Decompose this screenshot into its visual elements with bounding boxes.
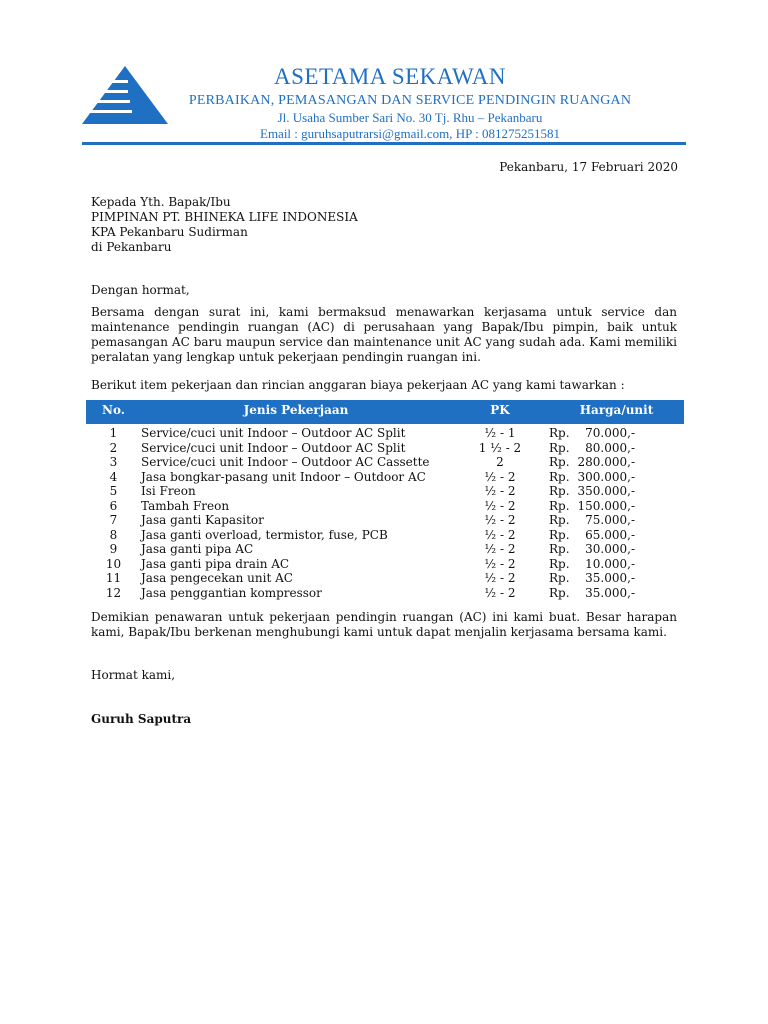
currency-label: Rp. [549, 426, 570, 440]
currency-label: Rp. [549, 571, 570, 585]
cell-pk: ½ - 2 [484, 571, 516, 585]
cell-no: 11 [105, 571, 122, 585]
table-row [86, 484, 684, 499]
cell-job: Service/cuci unit Indoor – Outdoor AC Split [141, 440, 406, 455]
header-price: Harga/unit [579, 403, 654, 417]
cell-job: Jasa ganti pipa drain AC [141, 556, 290, 571]
cell-price [549, 528, 684, 543]
cell-no: 6 [109, 498, 118, 513]
currency-label: Rp. [549, 498, 570, 513]
cell-no: 2 [109, 440, 118, 455]
cell-job: Jasa penggantian kompressor [141, 585, 322, 600]
table-intro: Berikut item pekerjaan dan rincian anggaran biaya pekerjaan AC yang kami tawarkan : [91, 378, 625, 392]
table-header [86, 400, 684, 424]
cell-price [549, 470, 684, 485]
currency-label: Rp. [549, 556, 570, 571]
salutation: Dengan hormat, [91, 283, 190, 297]
currency-label: Rp. [549, 455, 570, 469]
cell-price [549, 542, 684, 557]
header-no: No. [102, 403, 125, 417]
cell-price [549, 513, 684, 528]
table-row [86, 455, 684, 470]
closing-paragraph: Demikian penawaran untuk pekerjaan pendingin ruangan (AC) ini kami buat. Besar harapan kami, Bapak/Ibu berkenan menghubungi kami untuk dapat menjalin kerjasama bersama kami. [91, 610, 677, 639]
cell-price [549, 484, 684, 499]
cell-no: 5 [109, 484, 118, 498]
recipient-block [91, 195, 681, 255]
table-row [86, 513, 684, 528]
company-contact: Email : guruhsaputrarsi@gmail.com, HP : 081275251581 [260, 126, 560, 141]
cell-pk: 2 [496, 455, 504, 469]
cell-job: Jasa pengecekan unit AC [141, 571, 293, 585]
cell-price [549, 455, 684, 470]
cell-job: Service/cuci unit Indoor – Outdoor AC Cassette [141, 455, 430, 469]
cell-pk: ½ - 2 [484, 527, 516, 542]
price-value: 70.000,- [585, 426, 635, 440]
cell-no: 10 [105, 556, 122, 571]
cell-pk: ½ - 2 [484, 469, 516, 484]
price-value: 35.000,- [585, 571, 635, 585]
price-value: 75.000,- [585, 513, 635, 527]
header-pk: PK [490, 403, 510, 417]
price-value: 35.000,- [585, 585, 635, 600]
cell-price [549, 586, 684, 601]
cell-job: Jasa ganti overload, termistor, fuse, PCB [141, 527, 388, 542]
cell-no: 4 [109, 469, 118, 484]
price-value: 10.000,- [585, 556, 635, 571]
cell-no: 8 [109, 527, 118, 542]
company-tagline: PERBAIKAN, PEMASANGAN DAN SERVICE PENDINGIN RUANGAN [188, 93, 632, 108]
cell-no: 3 [109, 455, 118, 469]
intro-paragraph: Bersama dengan surat ini, kami bermaksud menawarkan kerjasama untuk service dan maintenance pendingin ruangan (AC) di perusahaan yang Bapak/Ibu pimpin, baik untuk pemasangan AC baru maupun service dan maintenance unit AC yang sudah ada. Kami memiliki peralatan yang lengkap untuk pekerjaan pendingin ruangan ini. [91, 305, 677, 364]
cell-price [549, 557, 684, 572]
cell-pk: ½ - 2 [484, 484, 516, 498]
table-row [86, 542, 684, 557]
price-value: 30.000,- [585, 542, 635, 556]
cell-no: 12 [105, 585, 122, 600]
cell-no: 9 [109, 542, 118, 556]
currency-label: Rp. [549, 585, 570, 600]
cell-pk: ½ - 2 [484, 556, 516, 571]
cell-job: Jasa ganti pipa AC [141, 542, 254, 556]
price-value: 280.000,- [577, 455, 635, 469]
cell-job: Tambah Freon [141, 498, 230, 513]
cell-pk: ½ - 2 [484, 585, 516, 600]
currency-label: Rp. [549, 440, 570, 455]
cell-no: 1 [109, 426, 118, 440]
cell-pk: ½ - 2 [484, 542, 516, 556]
cell-pk: ½ - 1 [484, 426, 516, 440]
regards: Hormat kami, [91, 668, 176, 682]
table-row [86, 499, 684, 514]
cell-job: Service/cuci unit Indoor – Outdoor AC Split [141, 426, 406, 440]
table-row [86, 470, 684, 485]
currency-label: Rp. [549, 527, 570, 542]
table-row [86, 441, 684, 456]
recipient-line: PIMPINAN PT. BHINEKA LIFE INDONESIA [91, 210, 358, 224]
company-name: ASETAMA SEKAWAN [274, 64, 506, 89]
cell-job: Isi Freon [141, 484, 196, 498]
table-body [86, 426, 684, 600]
recipient-line: KPA Pekanbaru Sudirman [91, 225, 248, 239]
cell-price [549, 499, 684, 514]
cell-price [549, 441, 684, 456]
letterhead-divider [82, 142, 686, 145]
header-job: Jenis Pekerjaan [243, 403, 349, 417]
company-address: Jl. Usaha Sumber Sari No. 30 Tj. Rhu – Pekanbaru [277, 110, 543, 125]
table-row [86, 426, 684, 441]
price-value: 300.000,- [577, 469, 635, 484]
letter-date: Pekanbaru, 17 Februari 2020 [499, 160, 678, 174]
cell-no: 7 [109, 513, 118, 527]
cell-pk: ½ - 2 [484, 498, 516, 513]
cell-job: Jasa bongkar-pasang unit Indoor – Outdoor AC [141, 469, 426, 484]
signer-name: Guruh Saputra [91, 712, 192, 726]
table-row [86, 528, 684, 543]
recipient-line: Kepada Yth. Bapak/Ibu [91, 195, 231, 209]
price-value: 350.000,- [577, 484, 635, 498]
price-value: 80.000,- [585, 440, 635, 455]
cell-pk: 1 ½ - 2 [478, 440, 522, 455]
table-row [86, 571, 684, 586]
currency-label: Rp. [549, 469, 570, 484]
price-value: 150.000,- [577, 498, 635, 513]
stepped-triangle-logo-icon [82, 66, 168, 124]
price-value: 65.000,- [585, 527, 635, 542]
cell-pk: ½ - 2 [484, 513, 516, 527]
recipient-line: di Pekanbaru [91, 240, 172, 254]
table-row [86, 586, 684, 601]
currency-label: Rp. [549, 542, 570, 556]
cell-price [549, 571, 684, 586]
table-row [86, 557, 684, 572]
cell-price [549, 426, 684, 441]
cell-job: Jasa ganti Kapasitor [141, 513, 264, 527]
currency-label: Rp. [549, 484, 570, 498]
currency-label: Rp. [549, 513, 570, 527]
price-table [86, 400, 684, 600]
